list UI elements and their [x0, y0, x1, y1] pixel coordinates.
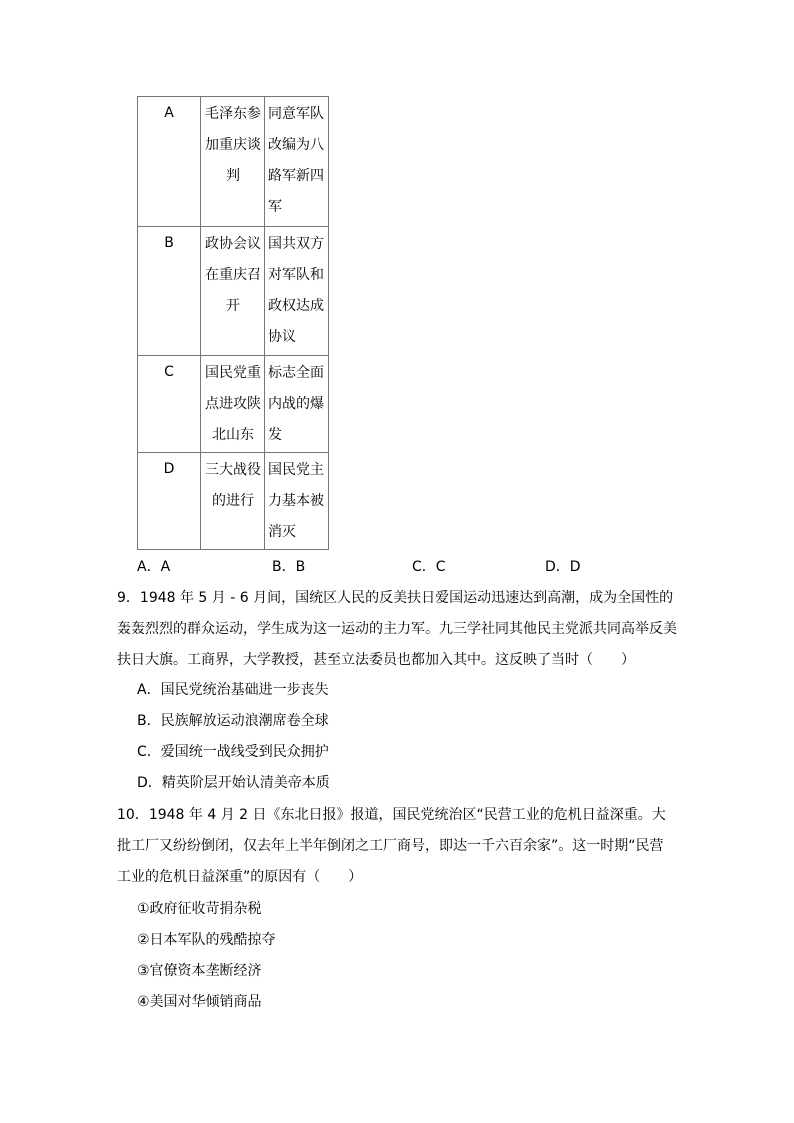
q9-option-a[interactable]: A．国民党统治基础进一步丧失 [137, 682, 329, 698]
choice-c[interactable]: C．C [412, 559, 446, 575]
meaning-cell: 标志全面内战的爆发 [265, 356, 329, 453]
meaning-cell: 国共双方对军队和政权达成协议 [265, 227, 329, 356]
option-letter: C [138, 356, 201, 453]
event-cell: 国民党重点进攻陕北山东 [201, 356, 265, 453]
event-cell: 政协会议在重庆召开 [201, 227, 265, 356]
choice-d[interactable]: D．D [545, 559, 581, 575]
question-10-stem: 10．1948 年 4 月 2 日《东北日报》报道，国民党统治区“民营工业的危机日益深重。大批工厂又纷纷倒闭，仅去年上半年倒闭之工厂商号，即达一千六百余家”。这一时期“民营工业的危机日益深重”的原因有（ ） [117, 807, 666, 885]
table-row [138, 97, 329, 227]
option-letter: D [138, 453, 201, 550]
option-letter: A [138, 97, 201, 227]
table-row [138, 356, 329, 453]
meaning-cell: 同意军队改编为八路军新四军 [265, 97, 329, 227]
event-cell: 毛泽东参加重庆谈判 [201, 97, 265, 227]
meaning-cell: 国民党主力基本被消灭 [265, 453, 329, 550]
choice-a[interactable]: A．A [137, 559, 171, 575]
q10-item-2: ②日本军队的残酷掠夺 [137, 932, 276, 948]
q9-option-b[interactable]: B．民族解放运动浪潮席卷全球 [137, 713, 329, 729]
q9-option-d[interactable]: D．精英阶层开始认清美帝本质 [137, 775, 330, 791]
table-row [138, 453, 329, 550]
table-row [138, 227, 329, 356]
options-table [137, 96, 329, 550]
option-letter: B [138, 227, 201, 356]
q10-item-1: ①政府征收苛捐杂税 [137, 901, 262, 917]
choice-b[interactable]: B．B [272, 559, 306, 575]
q10-item-4: ④美国对华倾销商品 [137, 994, 262, 1010]
q9-option-c[interactable]: C．爱国统一战线受到民众拥护 [137, 744, 329, 760]
event-cell: 三大战役的进行 [201, 453, 265, 550]
question-9-stem: 9．1948 年 5 月 - 6 月间，国统区人民的反美扶日爱国运动迅速达到高潮，成为全国性的轰轰烈烈的群众运动，学生成为这一运动的主力军。九三学社同其他民主党派共同高举反美扶日大旗。工商界，大学教授，甚至立法委员也都加入其中。这反映了当时（ ） [117, 590, 677, 668]
q10-item-3: ③官僚资本垄断经济 [137, 963, 262, 979]
